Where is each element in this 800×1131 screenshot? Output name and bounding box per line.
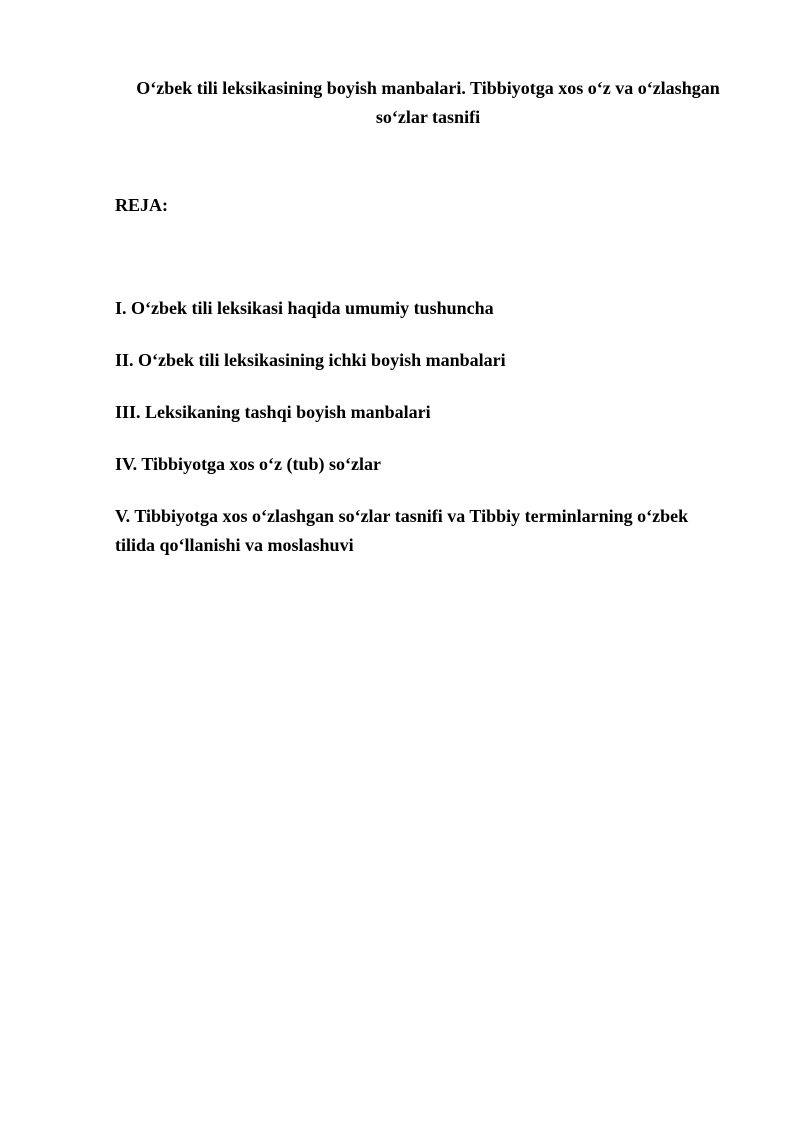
plan-item [115, 502, 745, 560]
plan-item [115, 346, 745, 375]
document-title-line: O‘zbek tili leksikasining boyish manbalari. Tibbiyotga xos o‘z va o‘zlashgan [136, 78, 720, 98]
document-title-line: so‘zlar tasnifi [375, 107, 481, 127]
plan-item [115, 450, 745, 479]
plan-item-text: III. Leksikaning tashqi boyish manbalari [115, 402, 431, 422]
plan-item [115, 398, 745, 427]
plan-list [115, 294, 745, 583]
plan-item-text: I. O‘zbek tili leksikasi haqida umumiy tushuncha [115, 298, 494, 318]
plan-item [115, 294, 745, 323]
plan-item-text: V. Tibbiyotga xos o‘zlashgan so‘zlar tasnifi va Tibbiy terminlarning o‘zbek [115, 506, 689, 526]
plan-item-text: IV. Tibbiyotga xos o‘z (tub) so‘zlar [115, 454, 382, 474]
document-title [112, 74, 744, 132]
plan-item-text: II. O‘zbek tili leksikasining ichki boyish manbalari [115, 350, 506, 370]
plan-item-text: tilida qo‘llanishi va moslashuvi [115, 535, 354, 555]
plan-heading: REJA: [115, 195, 168, 215]
